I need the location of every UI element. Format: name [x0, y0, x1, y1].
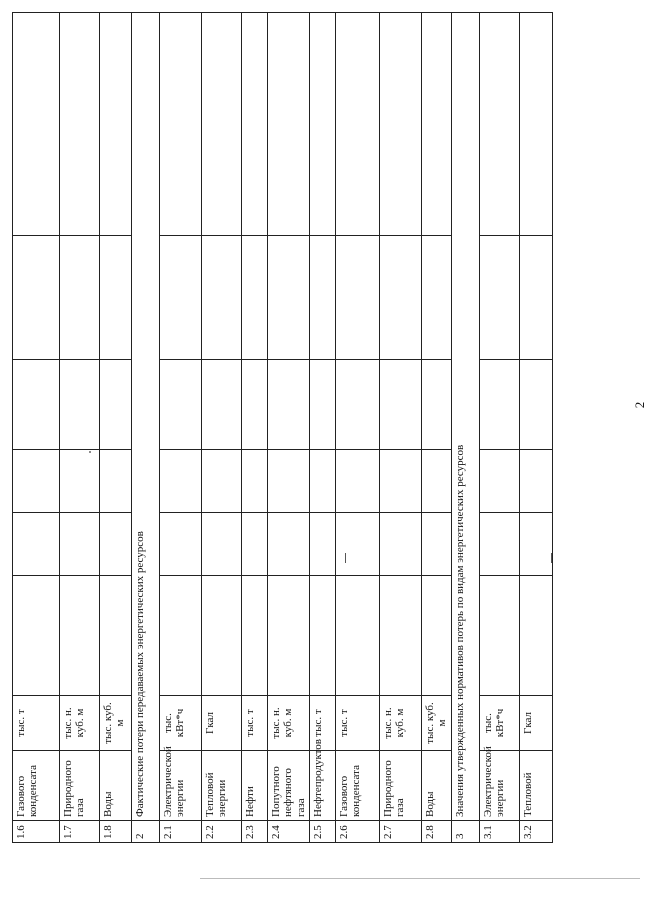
resource-name-cell: Тепловой энергии	[202, 751, 242, 821]
empty-value-cell	[422, 513, 452, 576]
empty-value-cell	[13, 13, 60, 236]
empty-value-cell	[100, 13, 132, 236]
empty-value-cell	[336, 360, 380, 450]
empty-value-cell	[380, 513, 422, 576]
empty-value-cell	[160, 236, 202, 360]
table-row	[60, 13, 100, 843]
empty-value-cell	[336, 450, 380, 513]
empty-value-cell	[60, 360, 100, 450]
unit-cell: Гкал	[202, 696, 242, 751]
row-number: 3	[452, 821, 480, 843]
empty-value-cell	[520, 450, 553, 513]
empty-value-cell	[268, 360, 310, 450]
unit-cell: Гкал	[520, 696, 553, 751]
empty-value-cell	[336, 13, 380, 236]
resource-name-cell: Природного газа	[60, 751, 100, 821]
scan-edge-line	[200, 878, 640, 879]
resource-name-cell: Воды	[100, 751, 132, 821]
unit-cell: тыс. н. куб. м	[60, 696, 100, 751]
empty-value-cell	[268, 236, 310, 360]
empty-value-cell	[480, 360, 520, 450]
unit-cell: тыс. н. куб. м	[380, 696, 422, 751]
row-number: 2.5	[310, 821, 336, 843]
empty-value-cell	[202, 513, 242, 576]
table-row	[380, 13, 422, 843]
unit-cell: тыс. н. куб. м	[268, 696, 310, 751]
resource-name-cell: Газового конденсата	[13, 751, 60, 821]
row-number: 1.8	[100, 821, 132, 843]
table-row	[336, 13, 380, 843]
table-row	[310, 13, 336, 843]
empty-value-cell	[336, 513, 380, 576]
row-number: 2.2	[202, 821, 242, 843]
table-row	[13, 13, 60, 843]
empty-value-cell	[202, 576, 242, 696]
table-row	[160, 13, 202, 843]
empty-value-cell	[13, 513, 60, 576]
empty-value-cell	[60, 576, 100, 696]
empty-value-cell	[100, 360, 132, 450]
empty-value-cell	[160, 450, 202, 513]
row-number: 1.6	[13, 821, 60, 843]
page-number: 2	[632, 401, 647, 409]
resource-name-cell: Электрической энергии	[160, 751, 202, 821]
empty-value-cell	[336, 236, 380, 360]
empty-value-cell	[202, 360, 242, 450]
empty-value-cell	[100, 236, 132, 360]
row-number: 2.4	[268, 821, 310, 843]
empty-value-cell	[160, 513, 202, 576]
energy-losses-table	[12, 12, 553, 843]
unit-cell: тыс. куб. м	[100, 696, 132, 751]
empty-value-cell	[242, 236, 268, 360]
table-row	[520, 13, 553, 843]
empty-value-cell	[268, 450, 310, 513]
resource-name-cell: Нефтепродуктов	[310, 751, 336, 821]
unit-cell: тыс. т	[13, 696, 60, 751]
empty-value-cell	[13, 360, 60, 450]
empty-value-cell	[380, 360, 422, 450]
empty-value-cell	[242, 13, 268, 236]
empty-value-cell	[310, 450, 336, 513]
empty-value-cell	[380, 13, 422, 236]
empty-value-cell	[160, 576, 202, 696]
empty-value-cell	[100, 576, 132, 696]
empty-value-cell	[480, 13, 520, 236]
empty-value-cell	[480, 236, 520, 360]
empty-value-cell	[422, 13, 452, 236]
empty-value-cell	[268, 13, 310, 236]
empty-value-cell	[380, 576, 422, 696]
empty-value-cell	[310, 513, 336, 576]
row-number: 3.1	[480, 821, 520, 843]
empty-value-cell	[422, 360, 452, 450]
empty-value-cell	[60, 13, 100, 236]
unit-cell: тыс. т	[310, 696, 336, 751]
table-row	[480, 13, 520, 843]
empty-value-cell	[242, 360, 268, 450]
empty-value-cell	[242, 450, 268, 513]
empty-value-cell	[380, 236, 422, 360]
empty-value-cell	[520, 513, 553, 576]
empty-value-cell	[480, 450, 520, 513]
table-row	[100, 13, 132, 843]
empty-value-cell	[268, 576, 310, 696]
empty-value-cell	[310, 236, 336, 360]
table-row	[422, 13, 452, 843]
stray-mark	[345, 553, 346, 563]
empty-value-cell	[242, 576, 268, 696]
empty-value-cell	[520, 576, 553, 696]
row-number: 2.1	[160, 821, 202, 843]
unit-cell: тыс. т	[336, 696, 380, 751]
empty-value-cell	[422, 576, 452, 696]
resource-name-cell: Природного газа	[380, 751, 422, 821]
empty-value-cell	[202, 13, 242, 236]
empty-value-cell	[380, 450, 422, 513]
empty-value-cell	[480, 513, 520, 576]
row-number: 2	[132, 821, 160, 843]
resource-name-cell: Электрической энергии	[480, 751, 520, 821]
rotated-table-wrapper	[12, 13, 534, 843]
row-number: 1.7	[60, 821, 100, 843]
row-number: 2.8	[422, 821, 452, 843]
empty-value-cell	[520, 13, 553, 236]
empty-value-cell	[60, 236, 100, 360]
empty-value-cell	[310, 360, 336, 450]
unit-cell: тыс. т	[242, 696, 268, 751]
empty-value-cell	[100, 513, 132, 576]
row-number: 2.3	[242, 821, 268, 843]
row-number: 3.2	[520, 821, 553, 843]
unit-cell: тыс. кВт*ч	[160, 696, 202, 751]
empty-value-cell	[60, 513, 100, 576]
empty-value-cell	[160, 360, 202, 450]
section-row	[132, 13, 160, 843]
empty-value-cell	[422, 236, 452, 360]
empty-value-cell	[310, 576, 336, 696]
table-row	[202, 13, 242, 843]
empty-value-cell	[160, 13, 202, 236]
unit-cell: тыс. кВт*ч	[480, 696, 520, 751]
empty-value-cell	[520, 360, 553, 450]
unit-cell: тыс. куб. м	[422, 696, 452, 751]
empty-value-cell	[480, 576, 520, 696]
resource-name-cell: Тепловой	[520, 751, 553, 821]
section-row	[452, 13, 480, 843]
empty-value-cell	[202, 236, 242, 360]
empty-value-cell	[13, 236, 60, 360]
section-heading: Фактические потери передаваемых энергетических ресурсов	[132, 13, 160, 821]
resource-name-cell: Воды	[422, 751, 452, 821]
stray-dot	[89, 451, 91, 453]
empty-value-cell	[60, 450, 100, 513]
empty-value-cell	[422, 450, 452, 513]
empty-value-cell	[520, 236, 553, 360]
row-number: 2.7	[380, 821, 422, 843]
empty-value-cell	[13, 576, 60, 696]
resource-name-cell: Нефти	[242, 751, 268, 821]
section-heading: Значения утвержденных нормативов потерь по видам энергетических ресурсов	[452, 13, 480, 821]
stray-mark	[551, 553, 552, 563]
empty-value-cell	[13, 450, 60, 513]
empty-value-cell	[336, 576, 380, 696]
table-row	[268, 13, 310, 843]
empty-value-cell	[202, 450, 242, 513]
empty-value-cell	[100, 450, 132, 513]
empty-value-cell	[268, 513, 310, 576]
empty-value-cell	[242, 513, 268, 576]
empty-value-cell	[310, 13, 336, 236]
resource-name-cell: Попутного нефтяного газа	[268, 751, 310, 821]
table-row	[242, 13, 268, 843]
row-number: 2.6	[336, 821, 380, 843]
resource-name-cell: Газового конденсата	[336, 751, 380, 821]
